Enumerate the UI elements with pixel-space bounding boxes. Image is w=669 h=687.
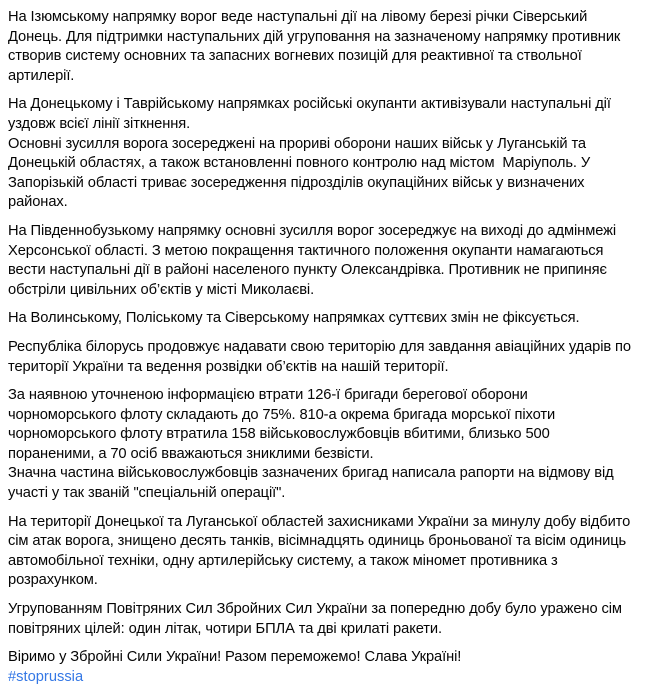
text-line: районах. [8,194,68,211]
text-line: автомобільної техніки, одну артилерійську систему, а також міномет противника з [8,552,558,569]
paragraph [8,386,661,464]
text-line: Значна частина військовослужбовців зазначених бригад написала рапорти на відмову від [8,465,614,482]
text-line: території України та ведення розвідки об’єктів на нашій території. [8,358,449,375]
paragraph [8,338,661,377]
hashtag-row [8,668,661,687]
text-line: Донецькій областях, а також встановленні повного контролю над містом Маріуполь. У [8,155,591,172]
text-line: За наявною уточненою інформацією втрати 126-ї бригади берегової оборони [8,387,528,404]
text-line: Запорізькій області триває зосередження підрозділів окупаційних військ у визначених [8,174,585,191]
text-line: пораненими, а 70 осіб вважаються зниклими безвісти. [8,445,374,462]
text-line: участі у так званій "спеціальній операції". [8,485,286,502]
paragraph [8,135,661,213]
text-line: вести наступальні дії в районі населеного пункту Олександрівка. Противник не припиняє [8,262,607,279]
paragraph [8,309,661,329]
text-line: На Волинському, Поліському та Сіверському напрямках суттєвих змін не фіксується. [8,310,580,327]
paragraph [8,513,661,591]
paragraph [8,464,661,503]
text-line: розрахунком. [8,572,98,589]
text-line: чорноморського флоту складають до 75%. 810-а окрема бригада морської піхоти [8,406,556,423]
text-line: Основні зусилля ворога зосереджені на прориві оборони наших військ у Луганській та [8,135,586,152]
paragraph [8,95,661,134]
text-line: Херсонської області. З метою покращення тактичного положення окупанти намагаються [8,242,604,259]
post-paragraphs [8,8,661,668]
text-line: сім атак ворога, знищено десять танків, вісімнадцять одиниць броньованої та вісім одиниць [8,533,627,550]
text-line: артилерії. [8,67,75,84]
hashtag-link[interactable]: #stoprussia [8,668,84,685]
text-line: Віримо у Збройні Сили України! Разом переможемо! Слава Україні! [8,649,462,666]
text-line: Республіка білорусь продовжує надавати свою територію для завдання авіаційних ударів по [8,338,631,355]
text-line: уздовж всієї лінії зіткнення. [8,115,191,132]
text-line: обстріли цивільних об’єктів у місті Миколаєві. [8,281,315,298]
text-line: Угрупованням Повітряних Сил Збройних Сил України за попередню добу було уражено сім [8,601,622,618]
text-line: Донець. Для підтримки наступальних дій угруповання на зазначеному напрямку противник [8,28,621,45]
text-line: На території Донецької та Луганської областей захисниками України за минулу добу відбито [8,513,631,530]
paragraph [8,600,661,639]
text-line: На Ізюмському напрямку ворог веде наступальні дії на лівому березі річки Сіверський [8,9,588,25]
paragraph [8,222,661,300]
text-line: На Південнобузькому напрямку основні зусилля ворог зосереджує на виході до адмінмежі [8,222,616,239]
text-line: створив систему основних та запасних вогневих позицій для реактивної та ствольної [8,48,582,65]
text-line: повітряних цілей: один літак, чотири БПЛА та дві крилаті ракети. [8,620,442,637]
paragraph [8,648,661,668]
text-line: На Донецькому і Таврійському напрямках російські окупанти активізували наступальні дії [8,96,611,113]
text-line: чорноморського флоту втратила 158 військовослужбовців вбитими, близько 500 [8,426,550,443]
paragraph [8,8,661,86]
